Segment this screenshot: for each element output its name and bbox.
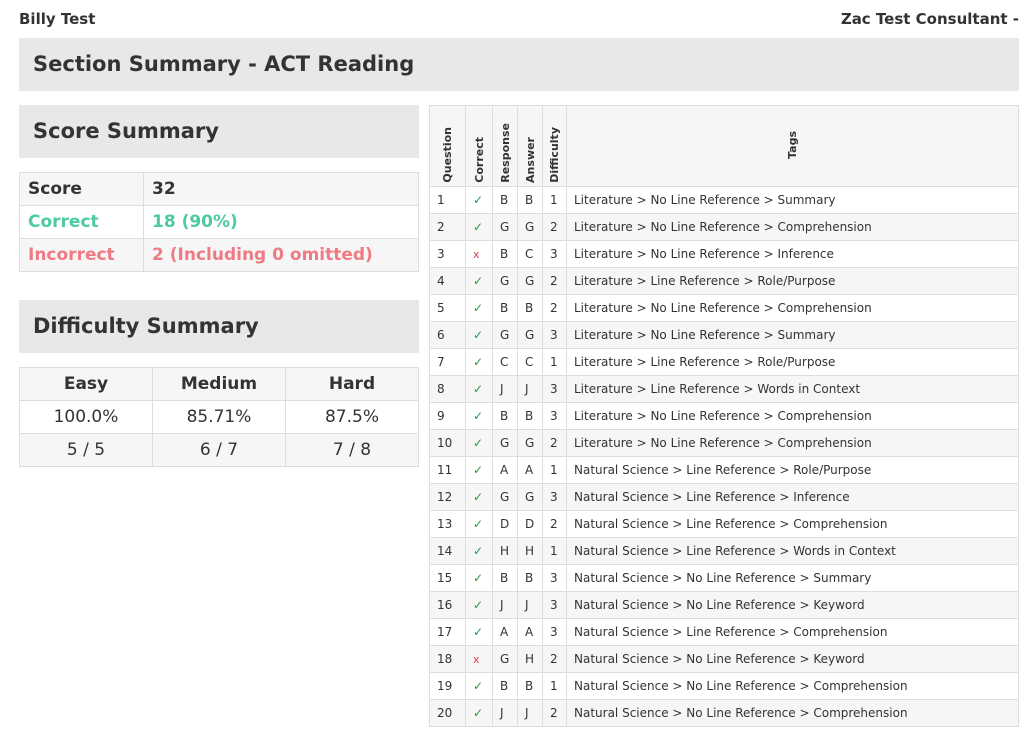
- score-summary-title: Score Summary: [19, 105, 419, 158]
- table-row: [430, 430, 1019, 457]
- tags-value: Literature > No Line Reference > Summary: [567, 322, 1019, 349]
- check-icon: ✓: [473, 544, 484, 558]
- difficulty-value: 2: [543, 511, 567, 538]
- question-number: 1: [430, 187, 466, 214]
- difficulty-value: 3: [543, 592, 567, 619]
- response-value: B: [493, 295, 518, 322]
- score-value: 32: [144, 173, 419, 206]
- check-icon: ✓: [473, 598, 484, 612]
- table-row: [430, 646, 1019, 673]
- col-header-response: Response: [493, 106, 518, 187]
- question-number: 8: [430, 376, 466, 403]
- answer-value: G: [518, 214, 543, 241]
- question-number: 6: [430, 322, 466, 349]
- table-row: [430, 619, 1019, 646]
- response-value: B: [493, 673, 518, 700]
- correct-mark: [466, 376, 493, 403]
- cross-icon: x: [473, 248, 480, 261]
- response-value: D: [493, 511, 518, 538]
- score-row: [20, 173, 419, 206]
- answer-value: B: [518, 403, 543, 430]
- correct-mark: [466, 430, 493, 457]
- check-icon: ✓: [473, 274, 484, 288]
- check-icon: ✓: [473, 679, 484, 693]
- response-value: G: [493, 646, 518, 673]
- incorrect-row: [20, 239, 419, 272]
- tags-value: Literature > No Line Reference > Inference: [567, 241, 1019, 268]
- check-icon: ✓: [473, 463, 484, 477]
- section-title: Section Summary - ACT Reading: [19, 38, 1019, 91]
- table-row: [430, 403, 1019, 430]
- tags-value: Literature > No Line Reference > Comprehension: [567, 430, 1019, 457]
- correct-mark: [466, 214, 493, 241]
- correct-mark: [466, 484, 493, 511]
- difficulty-value: 3: [543, 403, 567, 430]
- consultant-name: Zac Test Consultant -: [840, 10, 1019, 28]
- answer-value: G: [518, 268, 543, 295]
- question-number: 16: [430, 592, 466, 619]
- score-label: Score: [20, 173, 144, 206]
- incorrect-value: 2 (Including 0 omitted): [144, 239, 419, 272]
- correct-mark: [466, 592, 493, 619]
- table-row: [430, 376, 1019, 403]
- tags-value: Natural Science > No Line Reference > Summary: [567, 565, 1019, 592]
- response-value: C: [493, 349, 518, 376]
- incorrect-label: Incorrect: [20, 239, 144, 272]
- question-number: 18: [430, 646, 466, 673]
- check-icon: ✓: [473, 328, 484, 342]
- table-row: [430, 187, 1019, 214]
- response-value: B: [493, 241, 518, 268]
- check-icon: ✓: [473, 220, 484, 234]
- check-icon: ✓: [473, 625, 484, 639]
- check-icon: ✓: [473, 571, 484, 585]
- easy-percent: 100.0%: [20, 401, 153, 434]
- table-row: [430, 295, 1019, 322]
- col-header-correct: Correct: [466, 106, 493, 187]
- table-row: [430, 214, 1019, 241]
- correct-mark: [466, 646, 493, 673]
- tags-value: Literature > Line Reference > Role/Purpose: [567, 349, 1019, 376]
- difficulty-col-medium: Medium: [153, 368, 286, 401]
- answer-value: G: [518, 322, 543, 349]
- response-value: J: [493, 376, 518, 403]
- question-number: 10: [430, 430, 466, 457]
- correct-mark: [466, 511, 493, 538]
- cross-icon: x: [473, 653, 480, 666]
- question-number: 9: [430, 403, 466, 430]
- check-icon: ✓: [473, 517, 484, 531]
- difficulty-value: 3: [543, 241, 567, 268]
- col-header-difficulty: Difficulty: [543, 106, 567, 187]
- questions-header-row: [430, 106, 1019, 187]
- correct-value: 18 (90%): [144, 206, 419, 239]
- tags-value: Natural Science > No Line Reference > Keyword: [567, 592, 1019, 619]
- answer-value: J: [518, 700, 543, 727]
- question-number: 17: [430, 619, 466, 646]
- difficulty-value: 1: [543, 187, 567, 214]
- correct-mark: [466, 268, 493, 295]
- difficulty-value: 3: [543, 376, 567, 403]
- table-row: [430, 241, 1019, 268]
- check-icon: ✓: [473, 301, 484, 315]
- correct-mark: [466, 457, 493, 484]
- tags-value: Natural Science > No Line Reference > Keyword: [567, 646, 1019, 673]
- question-number: 12: [430, 484, 466, 511]
- table-row: [430, 673, 1019, 700]
- table-row: [430, 538, 1019, 565]
- check-icon: ✓: [473, 355, 484, 369]
- difficulty-value: 2: [543, 295, 567, 322]
- medium-percent: 85.71%: [153, 401, 286, 434]
- tags-value: Natural Science > No Line Reference > Comprehension: [567, 673, 1019, 700]
- medium-count: 6 / 7: [153, 434, 286, 467]
- answer-value: C: [518, 349, 543, 376]
- response-value: G: [493, 268, 518, 295]
- correct-mark: [466, 295, 493, 322]
- tags-value: Natural Science > Line Reference > Inference: [567, 484, 1019, 511]
- answer-value: J: [518, 592, 543, 619]
- response-value: H: [493, 538, 518, 565]
- difficulty-value: 2: [543, 268, 567, 295]
- col-header-question: Question: [430, 106, 466, 187]
- answer-value: B: [518, 295, 543, 322]
- difficulty-value: 3: [543, 619, 567, 646]
- response-value: G: [493, 322, 518, 349]
- response-value: J: [493, 592, 518, 619]
- answer-value: G: [518, 484, 543, 511]
- answer-value: D: [518, 511, 543, 538]
- col-header-answer: Answer: [518, 106, 543, 187]
- answer-value: G: [518, 430, 543, 457]
- difficulty-value: 2: [543, 430, 567, 457]
- response-value: G: [493, 214, 518, 241]
- check-icon: ✓: [473, 382, 484, 396]
- difficulty-value: 1: [543, 673, 567, 700]
- difficulty-value: 2: [543, 700, 567, 727]
- hard-percent: 87.5%: [286, 401, 419, 434]
- difficulty-header-row: [20, 368, 419, 401]
- check-icon: ✓: [473, 490, 484, 504]
- difficulty-value: 1: [543, 457, 567, 484]
- correct-mark: [466, 349, 493, 376]
- table-row: [430, 592, 1019, 619]
- difficulty-value: 3: [543, 565, 567, 592]
- correct-row: [20, 206, 419, 239]
- difficulty-percent-row: [20, 401, 419, 434]
- question-number: 5: [430, 295, 466, 322]
- tags-value: Literature > Line Reference > Words in Context: [567, 376, 1019, 403]
- table-row: [430, 457, 1019, 484]
- response-value: A: [493, 619, 518, 646]
- correct-label: Correct: [20, 206, 144, 239]
- answer-value: B: [518, 565, 543, 592]
- tags-value: Literature > No Line Reference > Comprehension: [567, 295, 1019, 322]
- tags-value: Natural Science > Line Reference > Words in Context: [567, 538, 1019, 565]
- question-number: 19: [430, 673, 466, 700]
- correct-mark: [466, 673, 493, 700]
- tags-value: Natural Science > Line Reference > Comprehension: [567, 511, 1019, 538]
- tags-value: Natural Science > No Line Reference > Comprehension: [567, 700, 1019, 727]
- correct-mark: [466, 403, 493, 430]
- table-row: [430, 511, 1019, 538]
- difficulty-summary-table: [19, 367, 419, 467]
- response-value: B: [493, 187, 518, 214]
- hard-count: 7 / 8: [286, 434, 419, 467]
- table-row: [430, 565, 1019, 592]
- student-name: Billy Test: [19, 10, 96, 28]
- correct-mark: [466, 538, 493, 565]
- answer-value: H: [518, 538, 543, 565]
- correct-mark: [466, 322, 493, 349]
- correct-mark: [466, 187, 493, 214]
- table-row: [430, 484, 1019, 511]
- check-icon: ✓: [473, 706, 484, 720]
- difficulty-value: 3: [543, 484, 567, 511]
- easy-count: 5 / 5: [20, 434, 153, 467]
- score-summary-table: [19, 172, 419, 272]
- difficulty-count-row: [20, 434, 419, 467]
- difficulty-value: 3: [543, 322, 567, 349]
- check-icon: ✓: [473, 409, 484, 423]
- question-number: 7: [430, 349, 466, 376]
- table-row: [430, 700, 1019, 727]
- response-value: G: [493, 484, 518, 511]
- answer-value: A: [518, 619, 543, 646]
- answer-value: H: [518, 646, 543, 673]
- difficulty-col-easy: Easy: [20, 368, 153, 401]
- response-value: B: [493, 403, 518, 430]
- response-value: B: [493, 565, 518, 592]
- check-icon: ✓: [473, 193, 484, 207]
- response-value: G: [493, 430, 518, 457]
- answer-value: C: [518, 241, 543, 268]
- correct-mark: [466, 619, 493, 646]
- difficulty-value: 1: [543, 538, 567, 565]
- correct-mark: [466, 700, 493, 727]
- col-header-tags: Tags: [567, 106, 1019, 187]
- tags-value: Literature > No Line Reference > Comprehension: [567, 403, 1019, 430]
- question-number: 15: [430, 565, 466, 592]
- correct-mark: [466, 565, 493, 592]
- difficulty-col-hard: Hard: [286, 368, 419, 401]
- answer-value: J: [518, 376, 543, 403]
- tags-value: Natural Science > Line Reference > Role/Purpose: [567, 457, 1019, 484]
- question-number: 11: [430, 457, 466, 484]
- questions-table: [429, 105, 1019, 727]
- answer-value: A: [518, 457, 543, 484]
- table-row: [430, 349, 1019, 376]
- tags-value: Literature > Line Reference > Role/Purpose: [567, 268, 1019, 295]
- difficulty-summary-title: Difficulty Summary: [19, 300, 419, 353]
- difficulty-value: 1: [543, 349, 567, 376]
- table-row: [430, 322, 1019, 349]
- tags-value: Natural Science > Line Reference > Comprehension: [567, 619, 1019, 646]
- answer-value: B: [518, 187, 543, 214]
- answer-value: B: [518, 673, 543, 700]
- tags-value: Literature > No Line Reference > Comprehension: [567, 214, 1019, 241]
- response-value: A: [493, 457, 518, 484]
- question-number: 14: [430, 538, 466, 565]
- response-value: J: [493, 700, 518, 727]
- difficulty-value: 2: [543, 214, 567, 241]
- question-number: 4: [430, 268, 466, 295]
- difficulty-value: 2: [543, 646, 567, 673]
- correct-mark: [466, 241, 493, 268]
- check-icon: ✓: [473, 436, 484, 450]
- table-row: [430, 268, 1019, 295]
- question-number: 20: [430, 700, 466, 727]
- question-number: 13: [430, 511, 466, 538]
- tags-value: Literature > No Line Reference > Summary: [567, 187, 1019, 214]
- question-number: 3: [430, 241, 466, 268]
- question-number: 2: [430, 214, 466, 241]
